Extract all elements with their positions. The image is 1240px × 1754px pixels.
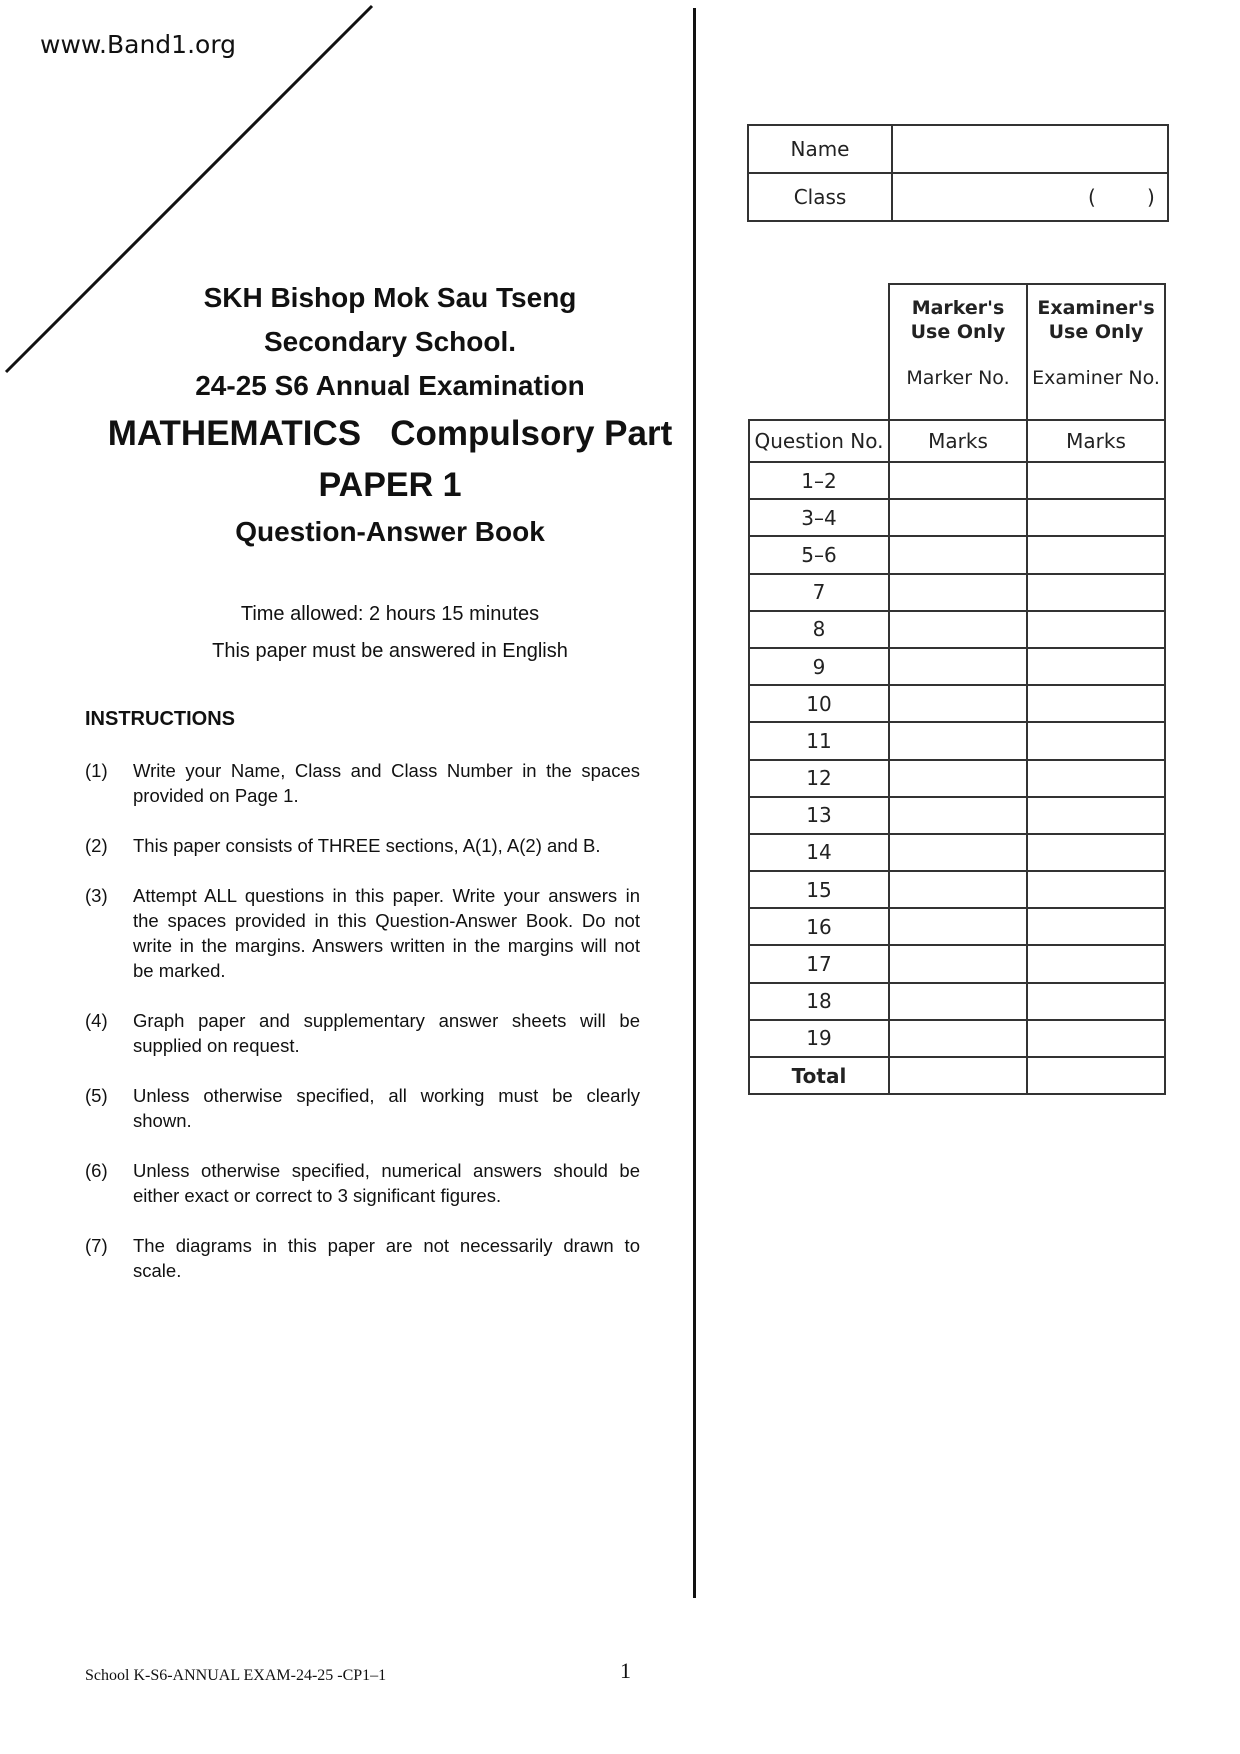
examiner-marks-cell[interactable]	[1027, 797, 1165, 834]
class-label: Class	[748, 173, 892, 221]
examiner-no-label: Examiner No.	[1027, 355, 1165, 420]
examiner-marks-cell[interactable]	[1027, 834, 1165, 871]
name-label: Name	[748, 125, 892, 173]
table-row	[749, 871, 1165, 908]
question-number: 10	[749, 685, 889, 722]
table-row	[749, 499, 1165, 536]
examiner-marks-cell[interactable]	[1027, 908, 1165, 945]
class-number-paren-open: (	[1088, 185, 1096, 209]
question-number: 8	[749, 611, 889, 648]
examiner-marks-cell[interactable]	[1027, 1020, 1165, 1057]
marker-marks-cell[interactable]	[889, 611, 1027, 648]
marker-marks-cell[interactable]	[889, 760, 1027, 797]
subject-title: MATHEMATICS Compulsory Part	[107, 414, 673, 453]
instruction-item	[85, 1233, 640, 1283]
table-row	[749, 908, 1165, 945]
language-note: This paper must be answered in English	[212, 640, 568, 662]
instruction-number: (5)	[85, 1085, 108, 1106]
instruction-number: (4)	[85, 1010, 108, 1031]
question-number: 18	[749, 983, 889, 1020]
page-number: 1	[620, 1658, 631, 1683]
table-row	[749, 611, 1165, 648]
examiner-marks-cell[interactable]	[1027, 536, 1165, 573]
examiner-marks-cell[interactable]	[1027, 611, 1165, 648]
question-number: 17	[749, 945, 889, 982]
marks-table	[748, 283, 1166, 1095]
page-divider	[693, 8, 696, 1598]
corner-diagonal-line	[0, 0, 380, 380]
instruction-item	[85, 1158, 640, 1208]
markers-use-only: Marker's Use Only	[889, 284, 1027, 355]
footer-code: School K-S6-ANNUAL EXAM-24-25 -CP1–1	[85, 1667, 387, 1684]
table-row	[749, 983, 1165, 1020]
marker-marks-cell[interactable]	[889, 983, 1027, 1020]
examiner-marks-cell[interactable]	[1027, 760, 1165, 797]
table-row	[749, 760, 1165, 797]
marker-marks-cell[interactable]	[889, 1020, 1027, 1057]
question-number: 1–2	[749, 462, 889, 499]
question-number: 12	[749, 760, 889, 797]
question-number: 9	[749, 648, 889, 685]
book-title: Question-Answer Book	[235, 516, 545, 547]
question-number: 7	[749, 574, 889, 611]
table-row	[749, 945, 1165, 982]
marker-no-label: Marker No.	[889, 355, 1027, 420]
table-row	[749, 536, 1165, 573]
total-label: Total	[749, 1057, 889, 1094]
question-number: 16	[749, 908, 889, 945]
examiner-marks-cell[interactable]	[1027, 462, 1165, 499]
examiners-use-only: Examiner's Use Only	[1027, 284, 1165, 355]
marker-marks-cell[interactable]	[889, 797, 1027, 834]
table-row	[749, 722, 1165, 759]
instruction-item	[85, 758, 640, 808]
class-number-paren-close: )	[1147, 185, 1155, 209]
instruction-text: The diagrams in this paper are not necessarily drawn to scale.	[133, 1235, 640, 1281]
instruction-text: Unless otherwise specified, numerical answers should be either exact or correct to 3 significant figures.	[133, 1160, 640, 1206]
instruction-item	[85, 833, 640, 858]
table-row	[749, 574, 1165, 611]
total-row	[749, 1057, 1165, 1094]
examiner-total-cell[interactable]	[1027, 1057, 1165, 1094]
instruction-text: Attempt ALL questions in this paper. Write your answers in the spaces provided in this Question-Answer Book. Do not write in the margins. Answers written in the margins will not be marked.	[133, 885, 640, 981]
instruction-text: Write your Name, Class and Class Number in the spaces provided on Page 1.	[133, 760, 640, 806]
instructions-title: INSTRUCTIONS	[85, 708, 235, 730]
marker-marks-cell[interactable]	[889, 945, 1027, 982]
instruction-text: This paper consists of THREE sections, A(1), A(2) and B.	[133, 835, 601, 856]
instructions-list	[85, 758, 640, 1308]
marker-marks-cell[interactable]	[889, 648, 1027, 685]
marker-marks-cell[interactable]	[889, 499, 1027, 536]
name-field[interactable]	[892, 125, 1168, 173]
examiner-marks-cell[interactable]	[1027, 574, 1165, 611]
examiner-marks-header: Marks	[1027, 420, 1165, 462]
question-number: 5–6	[749, 536, 889, 573]
instruction-text: Unless otherwise specified, all working must be clearly shown.	[133, 1085, 640, 1131]
marker-total-cell[interactable]	[889, 1057, 1027, 1094]
examiner-marks-cell[interactable]	[1027, 685, 1165, 722]
question-number: 13	[749, 797, 889, 834]
question-number: 11	[749, 722, 889, 759]
examiner-marks-cell[interactable]	[1027, 871, 1165, 908]
marker-marks-cell[interactable]	[889, 871, 1027, 908]
instruction-number: (7)	[85, 1235, 108, 1256]
class-field[interactable]	[892, 173, 1168, 221]
exam-title: 24-25 S6 Annual Examination	[195, 370, 585, 401]
marker-marks-cell[interactable]	[889, 722, 1027, 759]
paper-title: PAPER 1	[318, 466, 462, 504]
table-row	[749, 462, 1165, 499]
table-row	[749, 648, 1165, 685]
marker-marks-cell[interactable]	[889, 462, 1027, 499]
instruction-number: (6)	[85, 1160, 108, 1181]
marker-marks-cell[interactable]	[889, 574, 1027, 611]
marker-marks-cell[interactable]	[889, 536, 1027, 573]
instruction-number: (3)	[85, 885, 108, 906]
table-row	[749, 834, 1165, 871]
instruction-item	[85, 1083, 640, 1133]
instruction-item	[85, 1008, 640, 1058]
time-allowed: Time allowed: 2 hours 15 minutes	[240, 603, 540, 625]
examiner-marks-cell[interactable]	[1027, 983, 1165, 1020]
question-no-header: Question No.	[749, 420, 889, 462]
examiner-marks-cell[interactable]	[1027, 945, 1165, 982]
name-class-box	[747, 124, 1169, 222]
examiner-marks-cell[interactable]	[1027, 722, 1165, 759]
table-row	[749, 797, 1165, 834]
marker-marks-header: Marks	[889, 420, 1027, 462]
question-number: 19	[749, 1020, 889, 1057]
instruction-item	[85, 883, 640, 983]
school-name-line2: Secondary School.	[263, 326, 517, 357]
instruction-number: (2)	[85, 835, 108, 856]
table-row	[749, 1020, 1165, 1057]
watermark: www.Band1.org	[40, 30, 237, 59]
instruction-text: Graph paper and supplementary answer sheets will be supplied on request.	[133, 1010, 640, 1056]
question-number: 15	[749, 871, 889, 908]
marker-marks-cell[interactable]	[889, 908, 1027, 945]
examiner-marks-cell[interactable]	[1027, 648, 1165, 685]
question-number: 3–4	[749, 499, 889, 536]
instruction-number: (1)	[85, 760, 108, 781]
table-row	[749, 685, 1165, 722]
examiner-marks-cell[interactable]	[1027, 499, 1165, 536]
marker-marks-cell[interactable]	[889, 834, 1027, 871]
school-name-line1: SKH Bishop Mok Sau Tseng	[203, 282, 577, 313]
marker-marks-cell[interactable]	[889, 685, 1027, 722]
question-number: 14	[749, 834, 889, 871]
